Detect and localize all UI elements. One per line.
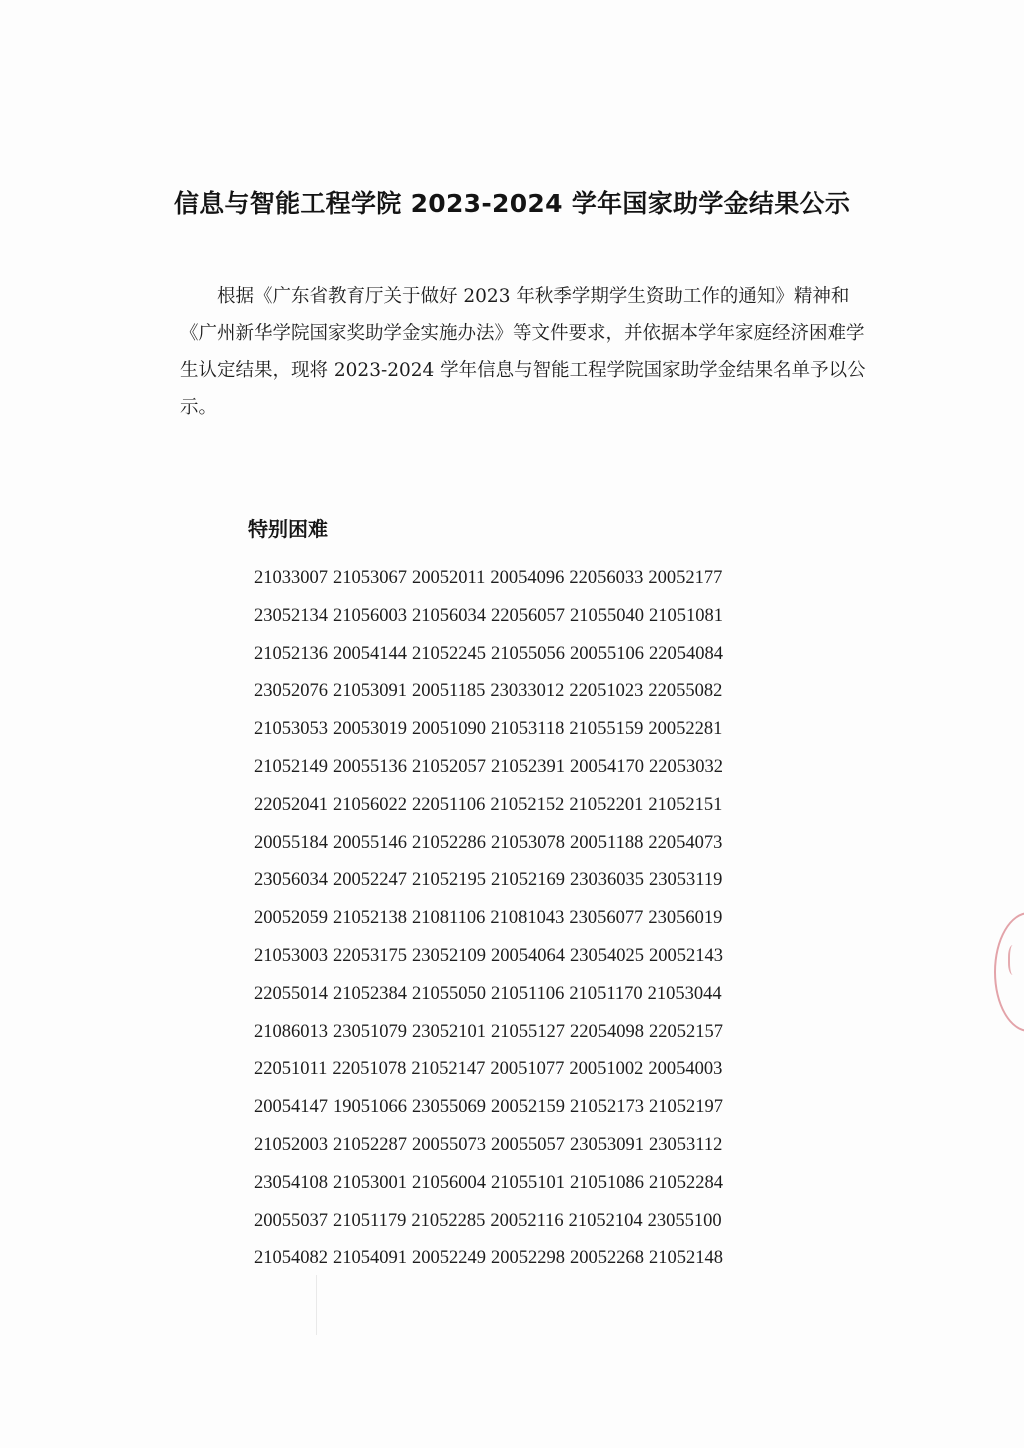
- student-id: 20052159: [491, 1097, 565, 1118]
- id-row: [254, 1203, 814, 1241]
- student-id: 20052059: [254, 908, 328, 929]
- student-id: 20052249: [412, 1248, 486, 1269]
- student-id: 21055159: [569, 719, 644, 740]
- student-id: 19051066: [333, 1097, 407, 1118]
- student-id: 21053044: [647, 983, 722, 1004]
- student-id: 21052151: [648, 794, 723, 815]
- seal-stamp-mark: [1008, 945, 1020, 975]
- student-id: 21056003: [333, 605, 407, 626]
- student-id: 21056034: [412, 605, 486, 626]
- id-row: [254, 636, 814, 674]
- student-id: 21052391: [491, 756, 565, 777]
- id-row: [254, 900, 814, 938]
- id-row: [254, 560, 814, 598]
- student-id: 23056077: [569, 908, 644, 929]
- student-id: 20054003: [648, 1059, 723, 1080]
- student-id: 20053019: [333, 719, 407, 740]
- student-id: 21053053: [254, 719, 328, 740]
- id-row: [254, 787, 814, 825]
- student-id: 20052247: [333, 870, 407, 891]
- student-id: 21081106: [412, 908, 486, 929]
- student-id: 20052143: [649, 945, 723, 966]
- id-row: [254, 1089, 814, 1127]
- student-id: 21052057: [412, 756, 486, 777]
- student-id: 20055146: [333, 832, 407, 853]
- student-id: 21056022: [333, 794, 407, 815]
- student-id: 21055127: [491, 1021, 565, 1042]
- student-id: 23033012: [490, 681, 565, 702]
- id-row: [254, 673, 814, 711]
- student-id: 22051106: [412, 794, 486, 815]
- student-id: 20054064: [491, 945, 565, 966]
- student-id: 22056057: [491, 605, 565, 626]
- student-id: 22055014: [254, 983, 328, 1004]
- student-id: 21052285: [411, 1210, 486, 1231]
- id-row: [254, 938, 814, 976]
- id-row: [254, 749, 814, 787]
- student-id: 21033007: [254, 568, 328, 588]
- student-id: 20054170: [570, 756, 644, 777]
- student-id: 23055100: [647, 1210, 722, 1231]
- student-id: 21051086: [570, 1172, 644, 1193]
- student-id: 21052104: [568, 1210, 643, 1231]
- student-id: 21056004: [412, 1172, 486, 1193]
- student-id: 21051106: [491, 983, 565, 1004]
- student-id: 20055136: [333, 756, 407, 777]
- student-id: 21086013: [254, 1021, 328, 1042]
- student-id: 21052138: [333, 908, 407, 929]
- student-id: 21052169: [491, 870, 565, 891]
- student-id: 20051188: [570, 832, 644, 853]
- student-id: 23053119: [649, 870, 723, 891]
- student-id: 23052134: [254, 605, 328, 626]
- intro-text: 根据《广东省教育厅关于做好 2023 年秋季学期学生资助工作的通知》精神和《广州新华学院国家奖助学金实施办法》等文件要求，并依据本学年家庭经济困难学生认定结果，现将 2023-2024 学年信息与智能工程学院国家助学金结果名单予以公示。: [180, 286, 866, 418]
- section-title: 特别困难: [248, 517, 328, 541]
- student-id: 21052245: [412, 643, 486, 664]
- student-id: 20052011: [412, 568, 486, 588]
- student-id: 20051077: [490, 1059, 565, 1080]
- student-id: 20054096: [490, 568, 565, 588]
- student-id: 21052152: [490, 794, 565, 815]
- student-id: 21055040: [570, 605, 644, 626]
- student-id: 22055082: [648, 681, 723, 702]
- student-id: 22051023: [569, 681, 644, 702]
- student-id: 21052287: [333, 1134, 407, 1155]
- student-id: 21052284: [649, 1172, 723, 1193]
- student-id: 21053118: [491, 719, 565, 740]
- student-id: 21051179: [333, 1210, 407, 1231]
- id-row: [254, 1165, 814, 1203]
- student-id: 21055056: [491, 643, 565, 664]
- student-id: 21052197: [649, 1097, 723, 1118]
- student-id: 21052148: [649, 1248, 723, 1269]
- student-id: 21052195: [412, 870, 486, 891]
- student-id: 21055101: [491, 1172, 565, 1193]
- scan-artifact: [316, 1275, 317, 1335]
- id-row: [254, 1051, 814, 1089]
- student-id: 23056034: [254, 870, 328, 891]
- student-id: 23036035: [570, 870, 644, 891]
- student-id-list: [254, 560, 814, 1278]
- student-id: 21052136: [254, 643, 328, 664]
- student-id: 23052109: [412, 945, 486, 966]
- student-id: 22053032: [649, 756, 723, 777]
- student-id: 23055069: [412, 1097, 486, 1118]
- id-row: [254, 711, 814, 749]
- student-id: 21053078: [491, 832, 565, 853]
- id-row: [254, 825, 814, 863]
- student-id: 20051185: [412, 681, 486, 702]
- student-id: 23053112: [649, 1134, 723, 1155]
- student-id: 20055057: [491, 1134, 565, 1155]
- student-id: 21053003: [254, 945, 328, 966]
- id-row: [254, 1127, 814, 1165]
- student-id: 20055073: [412, 1134, 486, 1155]
- student-id: 21052003: [254, 1134, 328, 1155]
- id-row: [254, 598, 814, 636]
- student-id: 22054098: [570, 1021, 644, 1042]
- student-id: 20051090: [412, 719, 486, 740]
- student-id: 21052384: [333, 983, 407, 1004]
- student-id: 20055106: [570, 643, 644, 664]
- student-id: 20054144: [333, 643, 407, 664]
- id-row: [254, 1014, 814, 1052]
- student-id: 23051079: [333, 1021, 407, 1042]
- student-id: 22054084: [649, 643, 723, 664]
- student-id: 22051078: [332, 1059, 407, 1080]
- student-id: 22052041: [254, 794, 328, 815]
- student-id: 23052076: [254, 681, 328, 702]
- id-row: [254, 1240, 814, 1278]
- student-id: 21081043: [490, 908, 565, 929]
- student-id: 20055037: [254, 1210, 328, 1231]
- id-row: [254, 862, 814, 900]
- student-id: 20052281: [648, 719, 723, 740]
- student-id: 21052201: [569, 794, 644, 815]
- student-id: 20052177: [648, 568, 723, 588]
- student-id: 23052101: [412, 1021, 486, 1042]
- student-id: 22053175: [333, 945, 407, 966]
- student-id: 20051002: [569, 1059, 644, 1080]
- student-id: 20054147: [254, 1097, 328, 1118]
- student-id: 21054091: [333, 1248, 407, 1269]
- student-id: 21052173: [570, 1097, 644, 1118]
- student-id: 21052147: [411, 1059, 486, 1080]
- student-id: 22054073: [648, 832, 723, 853]
- student-id: 20052268: [570, 1248, 644, 1269]
- student-id: 20055184: [254, 832, 328, 853]
- student-id: 22051011: [254, 1059, 328, 1080]
- student-id: 21053001: [333, 1172, 407, 1193]
- student-id: 21054082: [254, 1248, 328, 1269]
- student-id: 21051081: [649, 605, 723, 626]
- page-title: 信息与智能工程学院 2023-2024 学年国家助学金结果公示: [173, 189, 851, 218]
- student-id: 21051170: [569, 983, 643, 1004]
- student-id: 23053091: [570, 1134, 644, 1155]
- student-id: 21052286: [412, 832, 486, 853]
- student-id: 20052298: [491, 1248, 565, 1269]
- student-id: 22056033: [569, 568, 644, 588]
- student-id: 21055050: [412, 983, 486, 1004]
- student-id: 23054108: [254, 1172, 328, 1193]
- student-id: 21053067: [333, 568, 407, 588]
- student-id: 20052116: [490, 1210, 564, 1231]
- student-id: 21053091: [333, 681, 407, 702]
- id-row: [254, 976, 814, 1014]
- student-id: 21052149: [254, 756, 328, 777]
- student-id: 22052157: [649, 1021, 723, 1042]
- student-id: 23056019: [648, 908, 723, 929]
- student-id: 23054025: [570, 945, 644, 966]
- intro-paragraph: [180, 278, 870, 426]
